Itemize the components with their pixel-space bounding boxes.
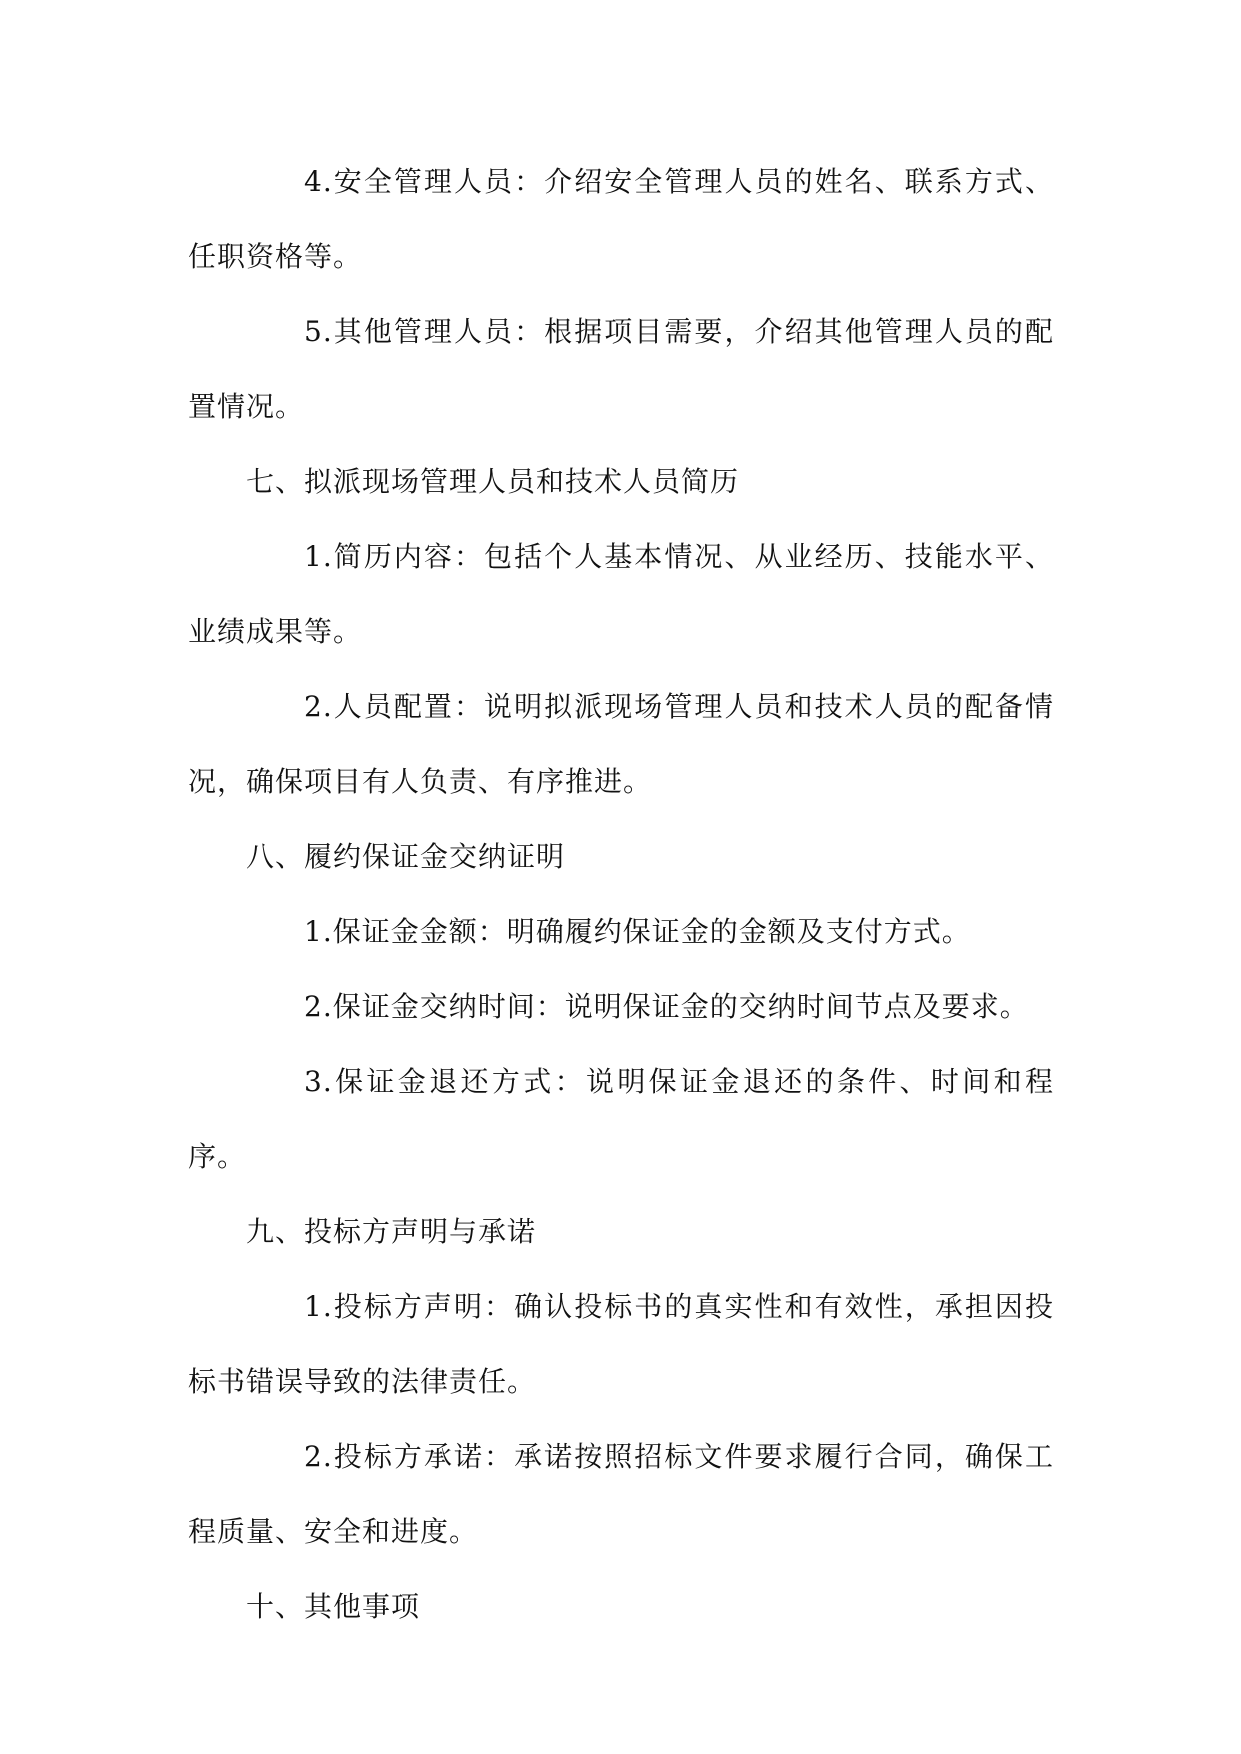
paragraph-text: 保证金退还方式：说明保证金退还的条件、时间和程序。 — [188, 1065, 1054, 1173]
paragraph-safety-manager — [188, 144, 1054, 294]
section-heading-seven: 七、拟派现场管理人员和技术人员简历 — [246, 465, 740, 498]
paragraph-text: 投标方声明：确认投标书的真实性和有效性，承担因投标书错误导致的法律责任。 — [188, 1290, 1054, 1398]
item-number: 4. — [304, 165, 333, 198]
section-heading-eight: 八、履约保证金交纳证明 — [246, 840, 566, 873]
item-number: 1. — [304, 540, 333, 573]
paragraph-text: 人员配置：说明拟派现场管理人员和技术人员的配备情况，确保项目有人负责、有序推进。 — [188, 690, 1054, 798]
item-number: 2. — [304, 1440, 333, 1473]
item-number: 1. — [304, 915, 333, 948]
document-body — [188, 144, 1054, 1644]
paragraph-text: 其他管理人员：根据项目需要，介绍其他管理人员的配置情况。 — [188, 315, 1054, 423]
paragraph-other-managers — [188, 294, 1054, 444]
paragraph-staffing — [188, 669, 1054, 819]
paragraph-resume-content — [188, 519, 1054, 669]
paragraph-text: 保证金金额：明确履约保证金的金额及支付方式。 — [332, 915, 971, 948]
paragraph-text: 保证金交纳时间：说明保证金的交纳时间节点及要求。 — [332, 990, 1029, 1023]
paragraph-text: 投标方承诺：承诺按照招标文件要求履行合同，确保工程质量、安全和进度。 — [188, 1440, 1054, 1548]
paragraph-deposit-time — [188, 969, 1054, 1044]
section-heading-nine: 九、投标方声明与承诺 — [246, 1215, 537, 1248]
paragraph-deposit-amount — [188, 894, 1054, 969]
section-heading-ten: 十、其他事项 — [246, 1590, 421, 1623]
paragraph-bidder-commitment — [188, 1419, 1054, 1569]
paragraph-text: 简历内容：包括个人基本情况、从业经历、技能水平、业绩成果等。 — [188, 540, 1054, 648]
item-number: 5. — [304, 315, 333, 348]
item-number: 1. — [304, 1290, 333, 1323]
item-number: 2. — [304, 990, 333, 1023]
paragraph-text: 安全管理人员：介绍安全管理人员的姓名、联系方式、任职资格等。 — [188, 165, 1054, 273]
item-number: 3. — [304, 1065, 333, 1098]
paragraph-deposit-refund — [188, 1044, 1054, 1194]
paragraph-bidder-statement — [188, 1269, 1054, 1419]
item-number: 2. — [304, 690, 333, 723]
